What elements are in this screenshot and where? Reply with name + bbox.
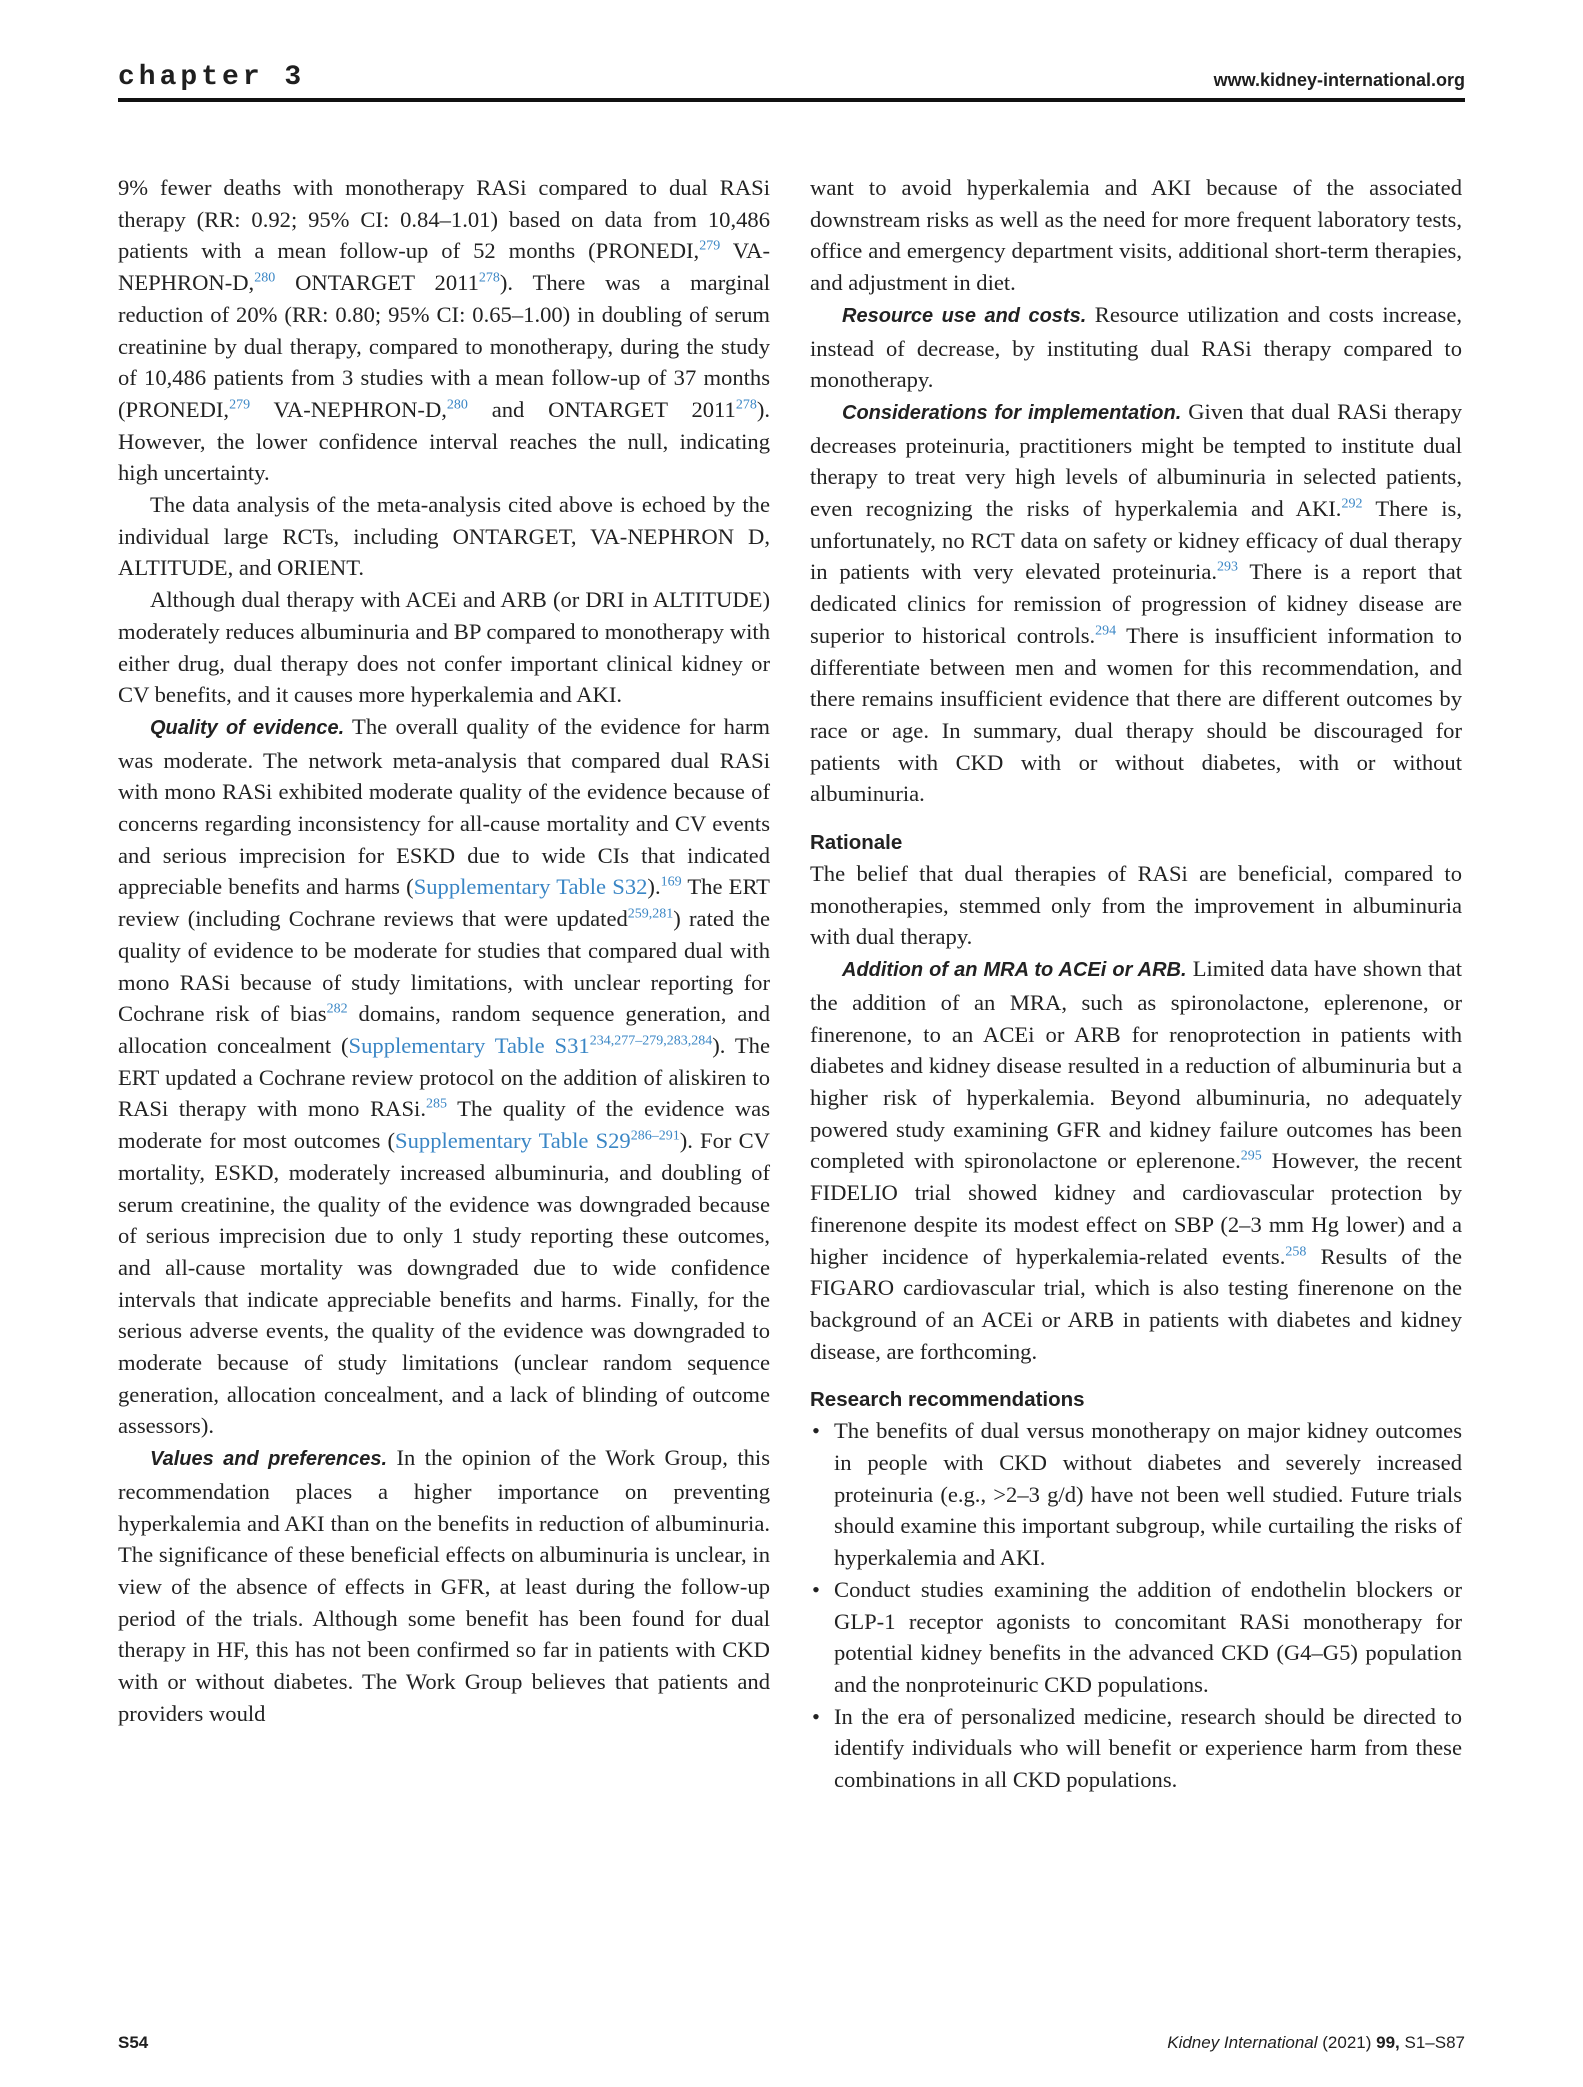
research-recommendations-list [810, 1415, 1462, 1795]
citation-ref[interactable]: 293 [1217, 559, 1238, 575]
implementation-paragraph: Considerations for implementation. Given that dual RASi therapy decreases proteinuria, practitioners might be tempted to institute dual therapy to treat very high levels of albuminuria in selected patients, even recognizing the risks of hyperkalemia and AKI.$^{292}$ There is, unfortunately, no RCT data on safety or kidney efficacy of dual therapy in patients with very elevated proteinuria.$^{293}$ There is a report that dedicated clinics for remission of progression of kidney disease are superior to historical controls.$^{294}$ There is insufficient information to differentiate between men and women for this recommendation, and there remains insufficient evidence that there are different outcomes by race or age. In summary, dual therapy should be discouraged for patients with CKD with or without diabetes, with or without albuminuria. [810, 398, 1462, 807]
citation-ref[interactable]: 258 [1285, 1243, 1307, 1259]
inline-heading: Quality of evidence. [150, 716, 345, 739]
journal-website[interactable]: www.kidney-international.org [1213, 70, 1465, 90]
paragraph: The belief that dual therapies of RASi are beneficial, compared to monotherapies, stemmed only from the improvement in albuminuria with dual therapy. [810, 861, 1462, 950]
citation-ref[interactable]: 282 [326, 1001, 348, 1017]
resource-use-paragraph: Resource use and costs. Resource utilization and costs increase, instead of decrease, by instituting dual RASi therapy compared to monotherapy. [810, 301, 1462, 393]
section-heading-research: Research recommendations [810, 1388, 1085, 1412]
citation-ref[interactable]: 295 [1240, 1148, 1262, 1164]
citation-ref[interactable]: 286–291 [630, 1128, 680, 1144]
right-column [810, 172, 1462, 1796]
list-item: • The benefits of dual versus monotherapy on major kidney outcomes in people with CKD without diabetes and severely increased proteinuria (e.g., >2–3 g/d) have not been well studied. Future trials should examine this important subgroup, while curtailing the risks of hyperkalemia and AKI. [810, 1415, 1462, 1574]
citation-ref[interactable]: 259,281 [627, 906, 674, 922]
citation-ref[interactable]: 285 [425, 1096, 447, 1112]
values-preferences-paragraph: Values and preferences. In the opinion of the Work Group, this recommendation places a higher importance on preventing hyperkalemia and AKI than on the benefits in reduction of albuminuria. The significance of these beneficial effects on albuminuria is unclear, in view of the absence of effects in GFR, at least during the follow-up period of the trials. Although some benefit has been found for dual therapy in HF, this has not been confirmed so far in patients with CKD with or without diabetes. The Work Group believes that patients and providers would [118, 1445, 770, 1726]
supplementary-table-link[interactable]: Supplementary Table S29 [395, 1128, 631, 1154]
chapter-label: chapter 3 [118, 62, 306, 93]
inline-heading: Addition of an MRA to ACEi or ARB. [842, 959, 1187, 982]
journal-citation: Kidney International (2021) 99, S1–S87 [1167, 2033, 1465, 2052]
citation-ref[interactable]: 279 [229, 397, 251, 413]
citation-ref[interactable]: 279 [699, 238, 721, 254]
citation-ref[interactable]: 278 [735, 397, 757, 413]
left-column [118, 172, 770, 1729]
list-item: • In the era of personalized medicine, research should be directed to identify individuals who will benefit or experience harm from these combinations in all CKD populations. [810, 1701, 1462, 1796]
citation-ref[interactable]: 280 [446, 397, 468, 413]
section-heading-rationale: Rationale [810, 831, 903, 855]
citation-ref[interactable]: 278 [478, 270, 500, 286]
citation-ref[interactable]: 294 [1095, 623, 1117, 639]
supplementary-table-link[interactable]: Supplementary Table S31 [348, 1032, 590, 1058]
quality-of-evidence-paragraph: Quality of evidence. The overall quality of the evidence for harm was moderate. The network meta-analysis that compared dual RASi with mono RASi exhibited moderate quality of the evidence because of concerns regarding inconsistency for all-cause mortality and CV events and serious imprecision for ESKD due to wide CIs that indicated appreciable benefits and harms (Supplementary Table S32).$^{169}$ The ERT review (including Cochrane reviews that were updated$^{259,281}$) rated the quality of evidence to be moderate for studies that compared dual with mono RASi because of study limitations, with unclear reporting for Cochrane risk of bias$^{282}$ domains, random sequence generation, and allocation concealment (Supplementary Table S31$^{234,277-279,283,284}$). The ERT updated a Cochrane review protocol on the addition of aliskiren to RASi therapy with mono RASi.$^{285}$ The quality of the evidence was moderate for most outcomes (Supplementary Table S29$^{286-291}$). For CV mortality, ESKD, moderately increased albuminuria, and doubling of serum creatinine, the quality of the evidence was downgraded because of serious imprecision due to only 1 study reporting these outcomes, and all-cause mortality was downgraded due to wide confidence intervals that indicate appreciable benefits and harms. Finally, for the serious adverse events, the quality of the evidence was downgraded to moderate because of study limitations (unclear random sequence generation, allocation concealment, and a lack of blinding of outcome assessors). [118, 713, 771, 1439]
citation-ref[interactable]: 292 [1341, 496, 1363, 512]
running-header [118, 62, 1465, 102]
paragraph: want to avoid hyperkalemia and AKI because of the associated downstream risks as well as the need for more frequent laboratory tests, office and emergency department visits, additional short-term therapies, and adjustment in diet. [810, 175, 1462, 296]
inline-heading: Considerations for implementation. [842, 401, 1182, 424]
paragraph: The data analysis of the meta-analysis cited above is echoed by the individual large RCTs, including ONTARGET, VA-NEPHRON D, ALTITUDE, and ORIENT. [118, 492, 770, 581]
inline-heading: Resource use and costs. [842, 304, 1087, 327]
paragraph: 9% fewer deaths with monotherapy RASi compared to dual RASi therapy (RR: 0.92; 95% CI: 0.84–1.01) based on data from 10,486 patients with a mean follow-up of 52 months (PRONEDI,$^{279}$ VA-NEPHRON-D,$^{280}$ ONTARGET 2011$^{278}$). There was a marginal reduction of 20% (RR: 0.80; 95% CI: 0.65–1.00) in doubling of serum creatinine by dual therapy, compared to monotherapy, during the study of 10,486 patients from 3 studies with a mean follow-up of 37 months (PRONEDI,$^{279}$ VA-NEPHRON-D,$^{280}$ and ONTARGET 2011$^{278}$). However, the lower confidence interval reaches the null, indicating high uncertainty. [118, 175, 770, 486]
page-number: S54 [118, 2033, 149, 2052]
paragraph: Although dual therapy with ACEi and ARB (or DRI in ALTITUDE) moderately reduces albuminuria and BP compared to monotherapy with either drug, dual therapy does not confer important clinical kidney or CV benefits, and it causes more hyperkalemia and AKI. [118, 587, 770, 708]
citation-ref[interactable]: 169 [660, 874, 682, 890]
mra-paragraph: Addition of an MRA to ACEi or ARB. Limited data have shown that the addition of an MRA, such as spironolactone, eplerenone, or finerenone, to an ACEi or ARB for renoprotection in patients with diabetes and kidney disease resulted in a reduction of albuminuria but a higher risk of hyperkalemia. Beyond albuminuria, no adequately powered study examining GFR and kidney failure outcomes has been completed with spironolactone or eplerenone.$^{295}$ However, the recent FIDELIO trial showed kidney and cardiovascular protection by finerenone despite its modest effect on SBP (2–3 mm Hg lower) and a higher incidence of hyperkalemia-related events.$^{258}$ Results of the FIGARO cardiovascular trial, which is also testing finerenone on the background of an ACEi or ARB in patients with diabetes and kidney disease, are forthcoming. [810, 956, 1463, 1364]
citation-ref[interactable]: 280 [254, 270, 276, 286]
inline-heading: Values and preferences. [150, 1448, 388, 1471]
citation-ref[interactable]: 234,277–279,283,284 [589, 1033, 713, 1049]
supplementary-table-link[interactable]: Supplementary Table S32 [413, 874, 648, 900]
list-item: • Conduct studies examining the addition of endothelin blockers or GLP-1 receptor agonists to concomitant RASi monotherapy for potential kidney benefits in the advanced CKD (G4–G5) population and the nonproteinuric CKD populations. [810, 1574, 1462, 1701]
